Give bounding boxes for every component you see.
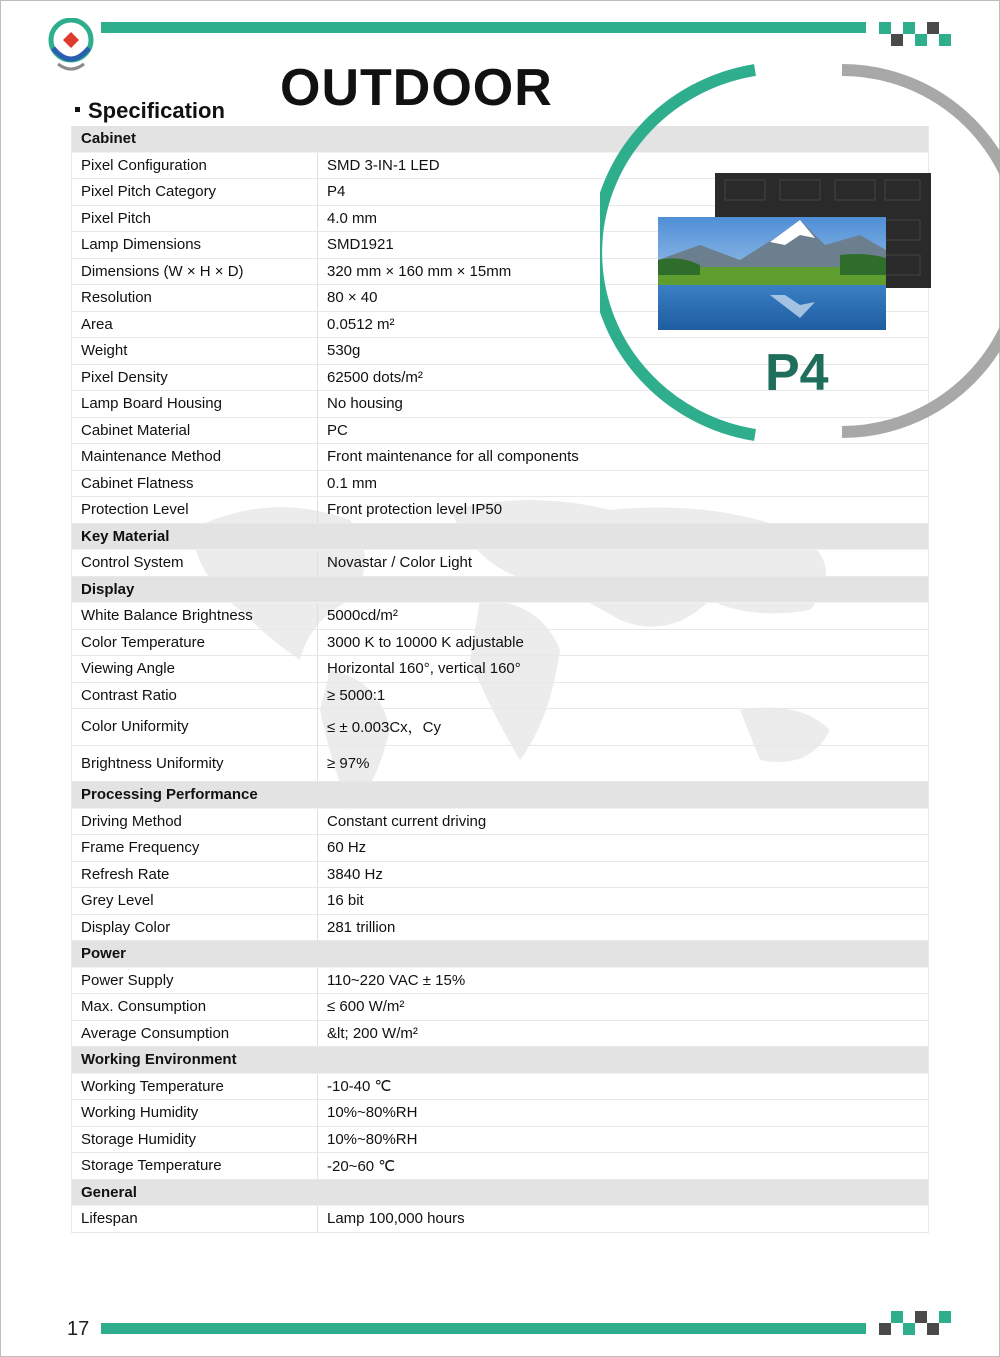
spec-value: ≤ ± 0.003Cx，Cy xyxy=(318,709,929,746)
spec-row xyxy=(72,656,929,683)
spec-row xyxy=(72,550,929,577)
spec-value: 110~220 VAC ± 15% xyxy=(318,967,929,994)
section-row xyxy=(72,1047,929,1074)
spec-label: Working Temperature xyxy=(72,1073,318,1100)
spec-label: Grey Level xyxy=(72,888,318,915)
section-heading xyxy=(75,98,225,124)
spec-value: ≥ 97% xyxy=(318,745,929,782)
spec-value: ≥ 5000:1 xyxy=(318,682,929,709)
spec-label: Viewing Angle xyxy=(72,656,318,683)
spec-label: Protection Level xyxy=(72,497,318,524)
spec-value: 80 × 40 xyxy=(318,285,929,312)
section-row xyxy=(72,1179,929,1206)
spec-label: Dimensions (W × H × D) xyxy=(72,258,318,285)
spec-row xyxy=(72,808,929,835)
company-logo xyxy=(48,18,94,78)
spec-label: Working Humidity xyxy=(72,1100,318,1127)
spec-value: 10%~80%RH xyxy=(318,1126,929,1153)
landscape-image xyxy=(658,217,886,330)
spec-row xyxy=(72,1073,929,1100)
spec-value: -20~60 ℃ xyxy=(318,1153,929,1180)
bottom-accent-bar xyxy=(101,1323,866,1334)
section-label: General xyxy=(72,1179,929,1206)
decor-square xyxy=(891,34,903,46)
spec-value: Front maintenance for all components xyxy=(318,444,929,471)
spec-value: 5000cd/m² xyxy=(318,603,929,630)
spec-label: Average Consumption xyxy=(72,1020,318,1047)
spec-row xyxy=(72,967,929,994)
spec-value: 0.0512 m² xyxy=(318,311,929,338)
spec-row xyxy=(72,1206,929,1233)
spec-value: 60 Hz xyxy=(318,835,929,862)
page-number: 17 xyxy=(67,1318,90,1340)
decor-square xyxy=(891,1311,903,1323)
spec-row xyxy=(72,1100,929,1127)
spec-value: Horizontal 160°, vertical 160° xyxy=(318,656,929,683)
spec-value: 320 mm × 160 mm × 15mm xyxy=(318,258,929,285)
spec-value: 3000 K to 10000 K adjustable xyxy=(318,629,929,656)
spec-value: PC xyxy=(318,417,929,444)
spec-row xyxy=(72,682,929,709)
spec-label: Pixel Pitch xyxy=(72,205,318,232)
spec-value: &lt; 200 W/m² xyxy=(318,1020,929,1047)
bullet-icon xyxy=(75,107,80,112)
spec-label: Resolution xyxy=(72,285,318,312)
spec-value: 62500 dots/m² xyxy=(318,364,929,391)
decor-square xyxy=(927,1323,939,1335)
spec-label: Power Supply xyxy=(72,967,318,994)
decor-square xyxy=(939,1311,951,1323)
decor-square xyxy=(903,1323,915,1335)
spec-row xyxy=(72,1153,929,1180)
decor-square xyxy=(939,34,951,46)
spec-label: Lamp Board Housing xyxy=(72,391,318,418)
spec-value: 16 bit xyxy=(318,888,929,915)
spec-label: Brightness Uniformity xyxy=(72,745,318,782)
decor-square xyxy=(915,1311,927,1323)
spec-label: Control System xyxy=(72,550,318,577)
spec-value: 0.1 mm xyxy=(318,470,929,497)
spec-value: 4.0 mm xyxy=(318,205,929,232)
section-label: Processing Performance xyxy=(72,782,929,809)
spec-row xyxy=(72,603,929,630)
spec-row xyxy=(72,1020,929,1047)
spec-value: 530g xyxy=(318,338,929,365)
spec-value: 281 trillion xyxy=(318,914,929,941)
spec-label: Pixel Pitch Category xyxy=(72,179,318,206)
spec-row xyxy=(72,914,929,941)
spec-label: Frame Frequency xyxy=(72,835,318,862)
spec-label: Display Color xyxy=(72,914,318,941)
section-heading-label: Specification xyxy=(88,98,225,123)
section-row xyxy=(72,941,929,968)
spec-label: Area xyxy=(72,311,318,338)
spec-label: Pixel Configuration xyxy=(72,152,318,179)
spec-label: Pixel Density xyxy=(72,364,318,391)
spec-label: Refresh Rate xyxy=(72,861,318,888)
spec-row xyxy=(72,709,929,746)
decor-square xyxy=(915,34,927,46)
product-hero-graphic xyxy=(600,60,1000,450)
spec-label: Cabinet Material xyxy=(72,417,318,444)
spec-row xyxy=(72,888,929,915)
spec-value: P4 xyxy=(318,179,929,206)
spec-label: Storage Humidity xyxy=(72,1126,318,1153)
spec-value: -10-40 ℃ xyxy=(318,1073,929,1100)
spec-label: Maintenance Method xyxy=(72,444,318,471)
spec-label: Lamp Dimensions xyxy=(72,232,318,259)
spec-value: SMD1921 xyxy=(318,232,929,259)
spec-label: White Balance Brightness xyxy=(72,603,318,630)
spec-row xyxy=(72,497,929,524)
spec-row xyxy=(72,745,929,782)
section-label: Cabinet xyxy=(72,126,929,152)
spec-row xyxy=(72,629,929,656)
section-label: Working Environment xyxy=(72,1047,929,1074)
spec-label: Storage Temperature xyxy=(72,1153,318,1180)
spec-value: 3840 Hz xyxy=(318,861,929,888)
spec-value: Novastar / Color Light xyxy=(318,550,929,577)
spec-row xyxy=(72,861,929,888)
spec-label: Cabinet Flatness xyxy=(72,470,318,497)
spec-value: Lamp 100,000 hours xyxy=(318,1206,929,1233)
spec-label: Driving Method xyxy=(72,808,318,835)
decor-square xyxy=(879,22,891,34)
spec-value: SMD 3-IN-1 LED xyxy=(318,152,929,179)
spec-row xyxy=(72,835,929,862)
spec-label: Color Uniformity xyxy=(72,709,318,746)
spec-label: Contrast Ratio xyxy=(72,682,318,709)
top-accent-bar xyxy=(101,22,866,33)
decor-square xyxy=(927,22,939,34)
spec-row xyxy=(72,994,929,1021)
section-row xyxy=(72,782,929,809)
spec-row xyxy=(72,1126,929,1153)
section-label: Power xyxy=(72,941,929,968)
section-label: Display xyxy=(72,576,929,603)
spec-row xyxy=(72,470,929,497)
spec-label: Lifespan xyxy=(72,1206,318,1233)
spec-value: No housing xyxy=(318,391,929,418)
spec-value: 10%~80%RH xyxy=(318,1100,929,1127)
section-label: Key Material xyxy=(72,523,929,550)
decor-square xyxy=(903,22,915,34)
spec-label: Max. Consumption xyxy=(72,994,318,1021)
page-title: OUTDOOR xyxy=(280,59,553,117)
decor-square xyxy=(879,1323,891,1335)
spec-label: Weight xyxy=(72,338,318,365)
section-row xyxy=(72,523,929,550)
spec-value: ≤ 600 W/m² xyxy=(318,994,929,1021)
spec-value: Constant current driving xyxy=(318,808,929,835)
spec-label: Color Temperature xyxy=(72,629,318,656)
section-row xyxy=(72,576,929,603)
spec-value: Front protection level IP50 xyxy=(318,497,929,524)
pitch-badge: P4 xyxy=(765,344,829,402)
